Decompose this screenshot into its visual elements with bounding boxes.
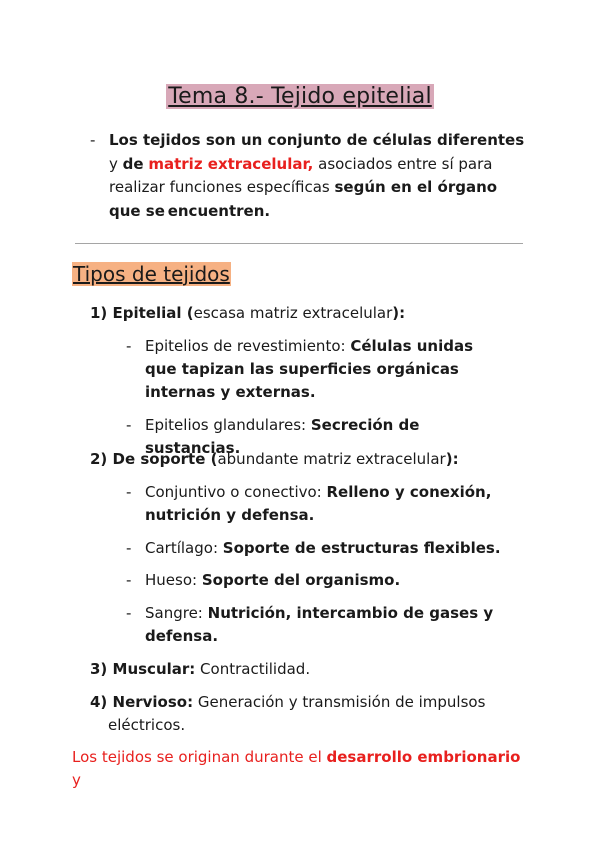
intro-part6: según en el órgano que se (109, 178, 498, 220)
item-desc: Generación y transmisión de impulsos (193, 693, 486, 711)
sub-item-bold: Soporte del organismo. (201, 571, 401, 589)
item-desc: abundante matriz extracelular (217, 450, 446, 468)
item-desc: Contractilidad. (195, 660, 311, 678)
sub-item-bold: Nutrición, intercambio de gases y defensa. (145, 604, 494, 645)
footer-paragraph (72, 746, 532, 792)
list-item-nervioso (90, 691, 530, 737)
intro-text (109, 129, 530, 223)
sub-item-label: Conjuntivo o conectivo: (145, 483, 327, 501)
section-title-text: Tipos de tejidos (73, 262, 230, 286)
sub-item-label: Cartílago: (145, 539, 223, 557)
intro-matrix-highlight: matriz extracelular, (148, 154, 314, 173)
sub-item-text (145, 335, 506, 404)
sub-bullet: - (126, 483, 132, 501)
item-desc: escasa matriz extracelular (193, 304, 393, 322)
sub-item-text (145, 537, 506, 560)
sub-item-bold: Células unidas que tapizan las superficies orgánicas internas y externas. (145, 337, 474, 401)
list-item-epitelial (90, 302, 530, 325)
footer-part3: y (72, 771, 81, 789)
intro-part2: y (109, 154, 123, 173)
sub-bullet: - (126, 337, 132, 355)
intro-part5: asociados entre sí para realizar funciones específicas (109, 154, 493, 196)
sub-item-bold: Relleno y conexión, nutrición y defensa. (145, 483, 492, 524)
sub-item-label: Epitelios de revestimiento: (145, 337, 351, 355)
sub-item-text (145, 602, 506, 648)
sub-bullet: - (126, 416, 132, 434)
footer-part1: Los tejidos se originan durante el (72, 748, 327, 766)
sub-bullet: - (126, 604, 132, 622)
item-continuation: eléctricos. (108, 716, 186, 734)
page-title-text: Tema 8.- Tejido epitelial (168, 84, 432, 109)
section-title (72, 262, 231, 286)
footer-highlight: desarrollo embrionario (326, 748, 521, 766)
sub-item-bold: Soporte de estructuras flexibles. (222, 539, 501, 557)
sub-item-sangre (126, 602, 506, 648)
item-close: ): (392, 304, 406, 322)
sub-item-label: Hueso: (145, 571, 202, 589)
item-label: 1) Epitelial ( (90, 304, 194, 322)
page-title (0, 84, 600, 109)
item-label: 2) De soporte ( (90, 450, 218, 468)
sub-item-text (145, 569, 506, 592)
horizontal-divider (75, 243, 523, 244)
item-label: 3) Muscular: (90, 660, 196, 678)
list-item-muscular (90, 658, 530, 681)
sub-bullet: - (126, 571, 132, 589)
sub-item-label: Epitelios glandulares: (145, 416, 311, 434)
intro-part3: de (122, 154, 144, 173)
item-label: 4) Nervioso: (90, 693, 194, 711)
sub-item-label: Sangre: (145, 604, 208, 622)
intro-paragraph (90, 129, 530, 223)
intro-part1: Los tejidos son un conjunto de células diferentes (109, 131, 525, 149)
list-item-soporte (90, 448, 530, 471)
intro-bullet: - (90, 131, 96, 149)
sub-item-revestimiento (126, 335, 506, 404)
sub-item-cartilago (126, 537, 506, 560)
sub-item-text (145, 481, 506, 527)
sub-item-bold: Secreción de sustancias. (145, 416, 420, 457)
sub-bullet: - (126, 539, 132, 557)
sub-item-conjuntivo (126, 481, 506, 527)
item-close: ): (445, 450, 459, 468)
sub-item-hueso (126, 569, 506, 592)
intro-part7: encuentren. (167, 201, 271, 220)
